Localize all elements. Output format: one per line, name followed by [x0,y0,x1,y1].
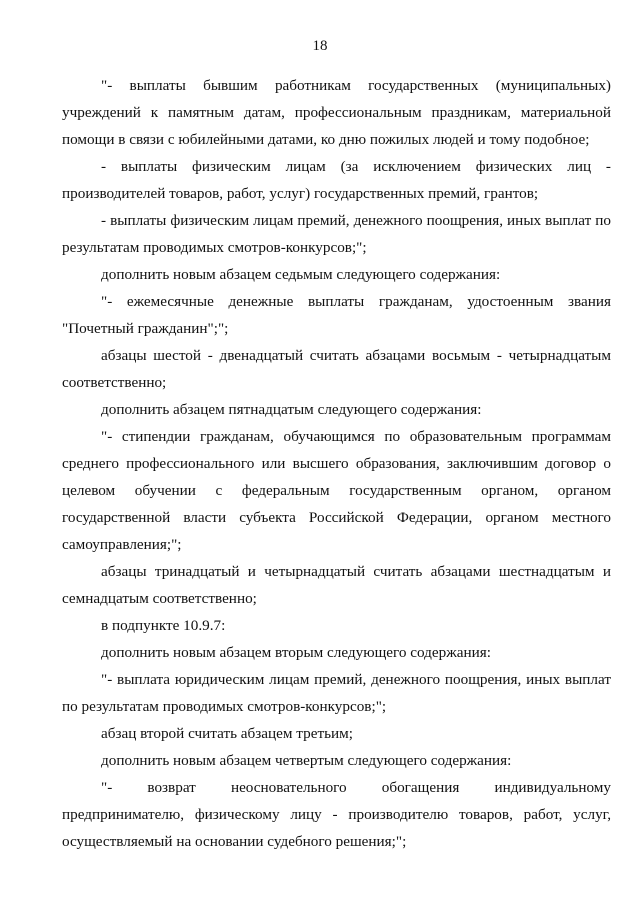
paragraph: абзацы тринадцатый и четырнадцатый считать абзацами шестнадцатым и семнадцатым соответственно; [62,563,611,607]
paragraph: "- ежемесячные денежные выплаты гражданам, удостоенным звания "Почетный гражданин";"; [62,293,611,337]
document-body [62,72,611,855]
paragraph: - выплаты физическим лицам премий, денежного поощрения, иных выплат по результатам проводимых смотров-конкурсов;"; [62,212,611,256]
paragraph: абзацы шестой - двенадцатый считать абзацами восьмым - четырнадцатым соответственно; [62,347,611,391]
page-number: 18 [312,38,328,54]
paragraph: дополнить новым абзацем вторым следующего содержания: [101,644,491,661]
paragraph: "- выплаты бывшим работникам государственных (муниципальных) учреждений к памятным датам, профессиональным праздникам, материальной помощи в связи с юбилейными датами, ко дню пожилых людей и тому подобное; [62,77,611,148]
paragraph: дополнить абзацем пятнадцатым следующего содержания: [101,401,482,418]
paragraph: дополнить новым абзацем четвертым следующего содержания: [101,752,512,769]
paragraph: дополнить новым абзацем седьмым следующего содержания: [101,266,501,283]
paragraph: - выплаты физическим лицам (за исключением физических лиц - производителей товаров, работ, услуг) государственных премий, грантов; [62,158,611,202]
paragraph: "- возврат неосновательного обогащения индивидуальному предпринимателю, физическому лицу - производителю товаров, работ, услуг, осуществляемый на основании судебного решения;"; [62,779,611,850]
paragraph: в подпункте 10.9.7: [101,617,226,634]
paragraph: "- стипендии гражданам, обучающимся по образовательным программам среднего профессионального или высшего образования, заключившим договор о целевом обучении с федеральным государственным органом, органом государственной власти субъекта Российской Федерации, органом местного самоуправления;"; [62,428,611,553]
paragraph: "- выплата юридическим лицам премий, денежного поощрения, иных выплат по результатам проводимых смотров-конкурсов;"; [62,671,611,715]
paragraph: абзац второй считать абзацем третьим; [101,725,353,742]
